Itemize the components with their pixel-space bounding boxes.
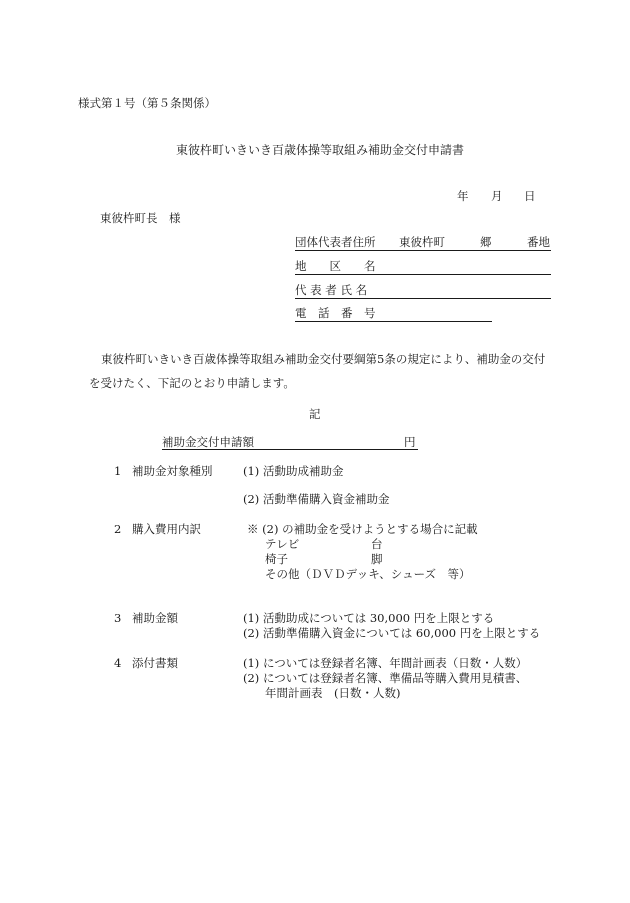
section-line: (1) 活動助成については 30,000 円を上限とする xyxy=(243,611,495,625)
section-number: 3 xyxy=(114,611,122,625)
section-number: 4 xyxy=(114,656,122,670)
section-number: 1 xyxy=(114,464,122,478)
item-name-chair: 椅子 xyxy=(265,552,288,566)
section-label: 購入費用内訳 xyxy=(132,522,201,536)
district-underline xyxy=(295,274,551,275)
date-year: 年 xyxy=(457,189,469,203)
amount-unit: 円 xyxy=(404,435,416,449)
section-line: (2) 活動準備購入資金補助金 xyxy=(243,492,390,506)
section-line: (1) については登録者名簿、年間計画表（日数・人数） xyxy=(243,656,528,670)
item-other: その他（ＤＶＤデッキ、シューズ 等） xyxy=(265,567,471,581)
section-line: (1) 活動助成補助金 xyxy=(243,464,344,478)
representative-label: 代 表 者 氏 名 xyxy=(295,283,368,297)
item-name-tv: テレビ xyxy=(265,537,300,551)
item-unit-chair: 脚 xyxy=(371,552,383,566)
amount-label: 補助金交付申請額 xyxy=(162,435,254,449)
phone-underline xyxy=(295,321,492,322)
section-line: (2) については登録者名簿、準備品等購入費用見積書、 xyxy=(243,671,528,685)
district-label: 地 区 名 xyxy=(295,259,376,273)
body-text-line-1: 東彼杵町いきいき百歳体操等取組み補助金交付要綱第5条の規定により、補助金の交付 xyxy=(101,352,546,366)
date-day: 日 xyxy=(524,189,536,203)
amount-underline xyxy=(162,449,418,450)
form-number: 様式第１号（第５条関係） xyxy=(78,96,216,110)
section-continuation: 年間計画表 (日数・人数) xyxy=(265,686,401,700)
document-title: 東彼杵町いきいき百歳体操等取組み補助金交付申請書 xyxy=(176,143,465,157)
section-line: (2) 活動準備購入資金については 60,000 円を上限とする xyxy=(243,626,541,640)
body-text-line-2: を受けたく、下記のとおり申請します。 xyxy=(89,376,295,390)
section-label: 添付書類 xyxy=(132,656,178,670)
item-unit-tv: 台 xyxy=(371,537,383,551)
date-month: 月 xyxy=(491,189,503,203)
representative-underline xyxy=(295,298,551,299)
address-banchi: 番地 xyxy=(527,235,550,249)
recipient: 東彼杵町長 様 xyxy=(100,211,181,225)
address-town: 東彼杵町 xyxy=(399,235,445,249)
address-label: 団体代表者住所 xyxy=(295,235,376,249)
section-number: 2 xyxy=(114,522,122,536)
section-label: 補助金対象種別 xyxy=(132,464,213,478)
address-go: 郷 xyxy=(480,235,492,249)
phone-label: 電 話 番 号 xyxy=(295,306,376,320)
section-label: 補助金額 xyxy=(132,611,178,625)
section-note: ※ (2) の補助金を受けようとする場合に記載 xyxy=(247,522,478,536)
ki-heading: 記 xyxy=(309,407,321,421)
address-underline xyxy=(295,250,551,251)
